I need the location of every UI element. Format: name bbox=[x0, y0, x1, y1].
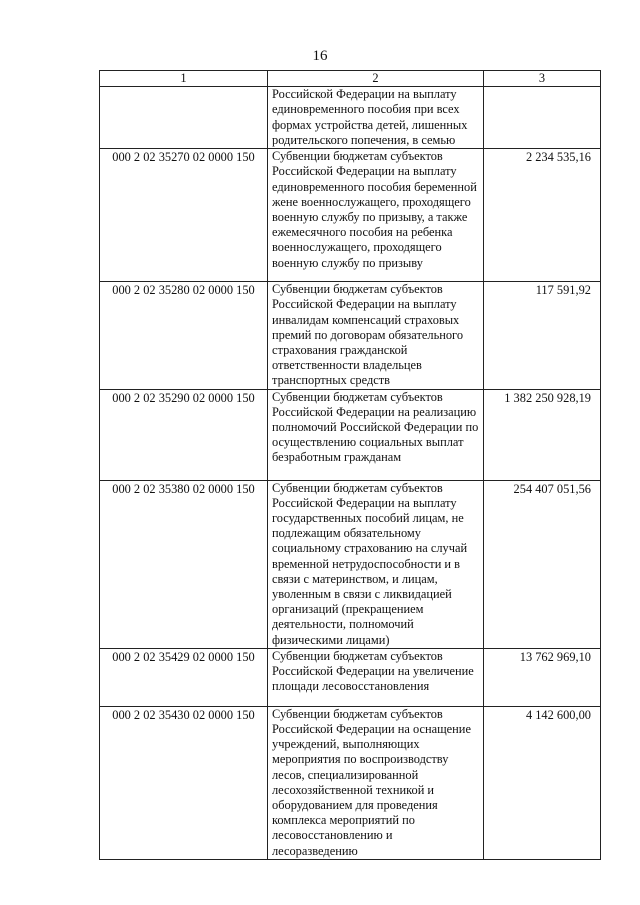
row-description: Субвенции бюджетам субъектов Российской Федерации на реализацию полномочий Российской Федерации по осуществлению социальных выплат безработным гражданам bbox=[268, 389, 484, 480]
row-amount bbox=[484, 87, 601, 149]
table-header-row bbox=[100, 71, 601, 87]
row-description: Субвенции бюджетам субъектов Российской Федерации на увеличение площади лесовосстановления bbox=[268, 648, 484, 706]
row-description: Субвенции бюджетам субъектов Российской Федерации на выплату инвалидам компенсаций страховых премий по договорам обязательного страхования гражданской ответственности владельцев транспортных средств bbox=[268, 282, 484, 389]
row-description: Субвенции бюджетам субъектов Российской Федерации на выплату государственных пособий лицам, не подлежащим обязательному социальному страхованию на случай временной нетрудоспособности и в связи с материнством, и лицам, уволенным в связи с ликвидацией организаций (прекращением деятельности, полномочий физическими лицами) bbox=[268, 480, 484, 648]
row-description: Субвенции бюджетам субъектов Российской Федерации на оснащение учреждений, выполняющих мероприятия по воспроизводству лесов, специализированной лесохозяйственной техникой и оборудованием для проведения комплекса мероприятий по лесовосстановлению и лесоразведению bbox=[268, 706, 484, 859]
table-row bbox=[100, 282, 601, 389]
row-amount: 117 591,92 bbox=[484, 282, 601, 389]
row-amount: 4 142 600,00 bbox=[484, 706, 601, 859]
table-row bbox=[100, 389, 601, 480]
table-row bbox=[100, 87, 601, 149]
row-description: Субвенции бюджетам субъектов Российской Федерации на выплату единовременного пособия беременной жене военнослужащего, проходящего военную службу по призыву, а также ежемесячного пособия на ребенка военнослужащего, проходящего военную службу по призыву bbox=[268, 149, 484, 282]
row-code: 000 2 02 35429 02 0000 150 bbox=[100, 648, 268, 706]
table-row bbox=[100, 480, 601, 648]
row-code: 000 2 02 35430 02 0000 150 bbox=[100, 706, 268, 859]
row-amount: 254 407 051,56 bbox=[484, 480, 601, 648]
table-row bbox=[100, 648, 601, 706]
column-header-2: 2 bbox=[268, 71, 484, 87]
row-code: 000 2 02 35280 02 0000 150 bbox=[100, 282, 268, 389]
table-row bbox=[100, 149, 601, 282]
column-header-3: 3 bbox=[484, 71, 601, 87]
row-code: 000 2 02 35270 02 0000 150 bbox=[100, 149, 268, 282]
budget-table bbox=[99, 70, 601, 860]
row-code: 000 2 02 35380 02 0000 150 bbox=[100, 480, 268, 648]
row-amount: 2 234 535,16 bbox=[484, 149, 601, 282]
row-amount: 13 762 969,10 bbox=[484, 648, 601, 706]
row-description: Российской Федерации на выплату единовременного пособия при всех формах устройства детей, лишенных родительского попечения, в семью bbox=[268, 87, 484, 149]
row-code bbox=[100, 87, 268, 149]
row-code: 000 2 02 35290 02 0000 150 bbox=[100, 389, 268, 480]
row-amount: 1 382 250 928,19 bbox=[484, 389, 601, 480]
page-number: 16 bbox=[312, 48, 328, 64]
column-header-1: 1 bbox=[100, 71, 268, 87]
table-row bbox=[100, 706, 601, 859]
